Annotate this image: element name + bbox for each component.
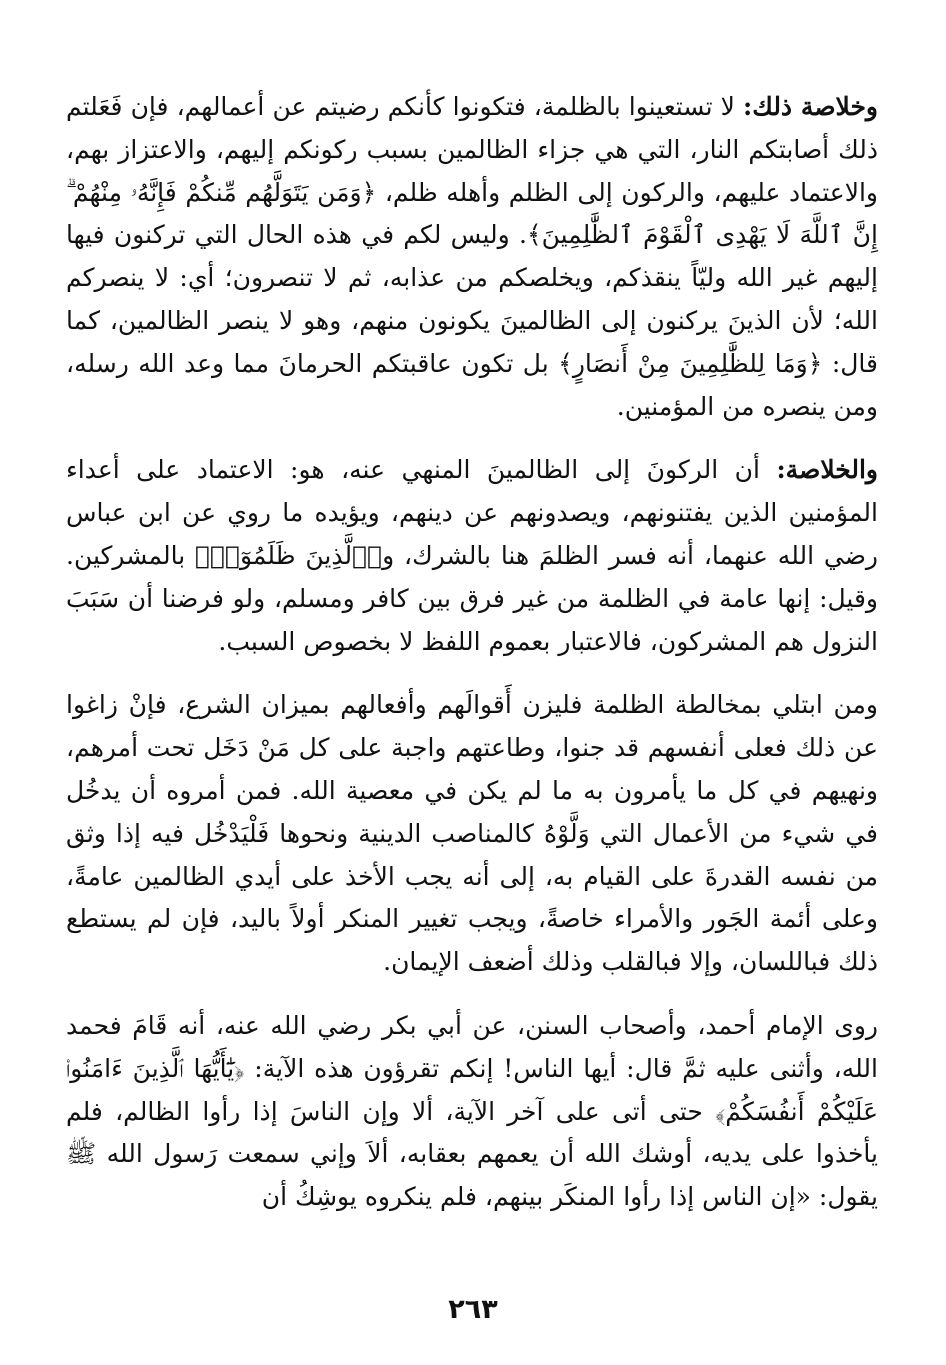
paragraph-4 <box>66 1005 878 1219</box>
paragraph-2-text: أن الركونَ إلى الظالمينَ المنهي عنه، هو: الاعتماد على أعداء المؤمنين الذين يفتنونهم، ويصدونهم عن دينهم، ويؤيده ما روي عن ابن عباس رضي الله عنهما، أنه فسر الظلمَ هنا بالشرك، و﴿ٱلَّذِينَ ظَلَمُوٓا۟﴾ بالمشركين. وقيل: إنها عامة في الظلمة من غير فرق بين كافر ومسلم، ولو فرضنا أن سَبَبَ النزول هم المشركون، فالاعتبار بعموم اللفظ لا بخصوص السبب. <box>66 455 878 656</box>
paragraph-2-heading: والخلاصة: <box>776 455 879 485</box>
paragraph-3 <box>66 684 878 984</box>
page-body <box>66 86 878 1219</box>
paragraph-2 <box>66 449 878 663</box>
paragraph-4-text: روى الإمام أحمد، وأصحاب السنن، عن أبي بكر رضي الله عنه، أنه قَامَ فحمد الله، وأثنى عليه ثمَّ قال: أيها الناس! إنكم تقرؤون هذه الآية: ﴿يَٰٓأَيُّهَا ٱلَّذِينَ ءَامَنُوا۟ عَلَيْكُمْ أَنفُسَكُمْ﴾ حتى أتى على آخر الآية، ألا وإن الناسَ إذا رأوا الظالم، فلم يأخذوا على يديه، أوشك الله أن يعمهم بعقابه، ألاَ وإني سمعت رَسول الله ﷺ يقول: «إن الناس إذا رأوا المنكَر بينهم، فلم ينكروه يوشِكُ أن <box>66 1010 878 1212</box>
paragraph-1-heading: وخلاصة ذلك: <box>743 92 878 121</box>
page-number: ٢٦٣ <box>448 1294 498 1325</box>
paragraph-3-text: ومن ابتلي بمخالطة الظلمة فليزن أَقوالَهم وأفعالهم بميزان الشرع، فإنْ زاغوا عن ذلك فعلى أنفسهم قد جنوا، وطاعتهم واجبة على كل مَنْ دَخَل تحت أمرهم، ونهيهم في كل ما يأمرون به ما لم يكن في معصية الله. فمن أمروه أن يدخُل في شيء من الأعمال التي وَلَّوْهُ كالمناصب الدينية ونحوها فَلْيَدْخُل فيه إذا وثق من نفسه القدرةَ على القيام به، إلى أنه يجب الأخذ على أيدي الظالمين عامةً، وعلى أئمة الجَور والأمراء خاصةً، ويجب تغيير المنكر أولاً باليد، فإن لم يستطع ذلك فباللسان، وإلا فبالقلب وذلك أضعف الإيمان. <box>66 690 878 977</box>
paragraph-1-text: لا تستعينوا بالظلمة، فتكونوا كأنكم رضيتم عن أعمالهم، فإن فَعَلتم ذلك أصابتكم النار، التي هي جزاء الظالمين بسبب ركونكم إليهم، والاعتزاز بهم، والاعتماد عليهم، والركون إلى الظلم وأهله ظلم، ﴿وَمَن يَتَوَلَّهُم مِّنكُمْ فَإِنَّهُۥ مِنْهُمْ ۗ إِنَّ ٱللَّهَ لَا يَهْدِى ٱلْقَوْمَ ٱلظَّٰلِمِينَ﴾. وليس لكم في هذه الحال التي تركنون فيها إليهم غير الله وليّاً ينقذكم، ويخلصكم من عذابه، ثم لا تنصرون؛ أي: لا ينصركم الله؛ لأن الذينَ يركنون إلى الظالمينَ يكونون منهم، وهو لا ينصر الظالمين، كما قال: ﴿وَمَا لِلظَّٰلِمِينَ مِنْ أَنصَارٍ﴾ بل تكون عاقبتكم الحرمانَ مما وعد الله رسله، ومن ينصره من المؤمنين. <box>66 92 878 421</box>
paragraph-1 <box>66 86 878 428</box>
